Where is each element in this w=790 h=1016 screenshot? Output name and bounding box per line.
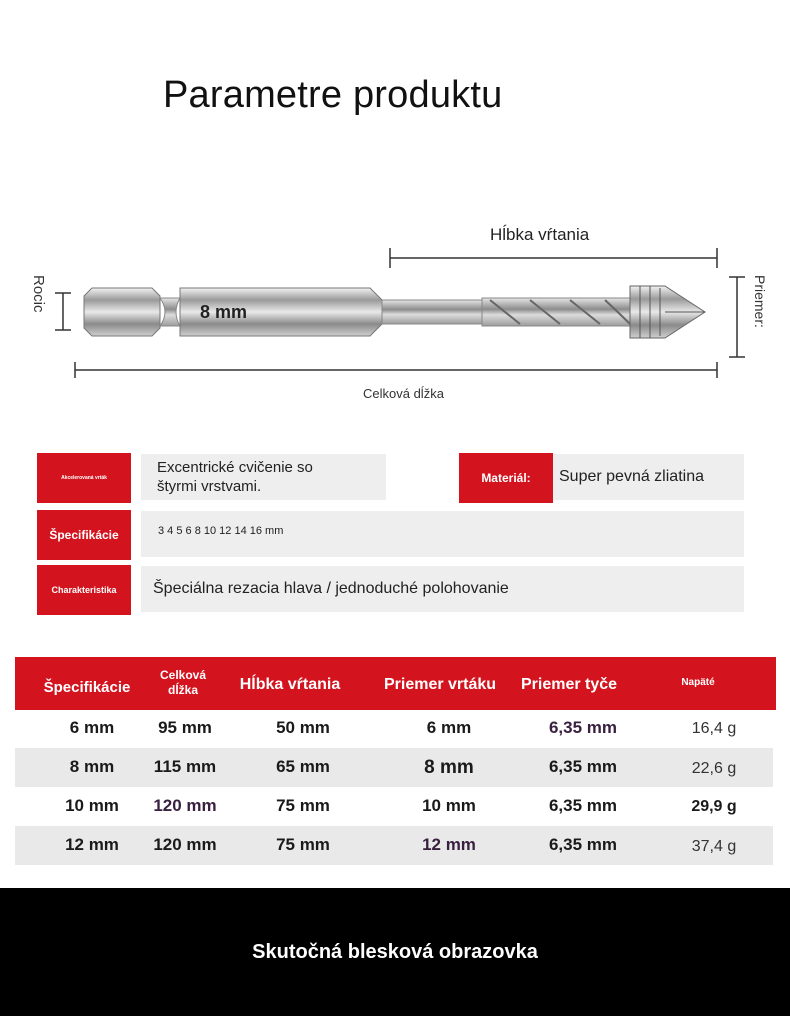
cell-rod-diameter: 6,35 mm xyxy=(548,718,618,737)
header-rod-diameter: Priemer tyče xyxy=(520,676,618,693)
cell-depth: 75 mm xyxy=(276,796,330,815)
cell-weight: 22,6 g xyxy=(691,760,737,777)
material-value xyxy=(553,454,744,500)
cell-total-length: 120 mm xyxy=(153,796,217,815)
drill-type-label: Akcelerovaná vrták xyxy=(37,453,131,503)
drill-diagram xyxy=(0,200,790,420)
cell-rod-diameter: 6,35 mm xyxy=(548,796,618,815)
cell-total-length: 115 mm xyxy=(153,757,217,776)
cell-drill-diameter: 12 mm xyxy=(422,835,476,854)
cell-spec: 6 mm xyxy=(69,718,115,737)
specs-table-header xyxy=(15,657,776,710)
table-row xyxy=(15,787,773,826)
cell-weight: 37,4 g xyxy=(691,838,737,855)
footer-text: Skutočná blesková obrazovka xyxy=(252,940,538,963)
depth-dimension-line xyxy=(390,248,717,268)
depth-label: Hĺbka vŕtania xyxy=(490,225,590,244)
spec-label: Špecifikácie xyxy=(37,510,131,560)
cell-drill-diameter: 8 mm xyxy=(424,757,474,778)
cell-total-length: 95 mm xyxy=(158,718,212,737)
characteristics-text: Špeciálna rezacia hlava / jednoduché polohovanie xyxy=(153,580,509,597)
shank-dimension-line xyxy=(55,293,71,330)
diameter-label: Priemer: xyxy=(752,275,768,328)
table-row xyxy=(15,709,773,748)
header-spec: Špecifikácie xyxy=(43,679,131,696)
cell-weight: 16,4 g xyxy=(691,720,737,737)
cell-rod-diameter: 6,35 mm xyxy=(548,757,618,776)
material-label: Materiál: xyxy=(459,453,553,503)
drill-type-text: Excentrické cvičenie so štyrmi vrstvami. xyxy=(157,458,313,495)
table-row xyxy=(15,826,773,865)
header-weight: Napäté xyxy=(681,677,715,688)
cell-depth: 75 mm xyxy=(276,835,330,854)
cell-rod-diameter: 6,35 mm xyxy=(548,835,618,854)
footer-banner xyxy=(0,888,790,1016)
shank-label: Rocic xyxy=(30,275,47,313)
drill-type-value xyxy=(141,454,386,500)
header-total-length: Celková dĺžka xyxy=(159,668,207,697)
page-title: Parametre produktu xyxy=(163,74,503,116)
total-length-label: Celková dĺžka xyxy=(363,386,444,401)
cell-spec: 12 mm xyxy=(65,835,119,854)
cell-depth: 65 mm xyxy=(276,757,330,776)
total-length-dimension-line xyxy=(75,362,717,378)
diameter-dimension-line xyxy=(729,277,745,357)
cell-drill-diameter: 6 mm xyxy=(426,718,472,737)
table-row xyxy=(15,748,773,787)
cell-spec: 8 mm xyxy=(69,757,115,776)
cell-depth: 50 mm xyxy=(276,718,330,737)
spec-value xyxy=(141,511,744,557)
characteristics-label: Charakteristika xyxy=(37,565,131,615)
cell-spec: 10 mm xyxy=(65,796,119,815)
cell-drill-diameter: 10 mm xyxy=(422,796,476,815)
header-drill-diameter: Priemer vrtáku xyxy=(383,676,497,693)
spec-text: 3 4 5 6 8 10 12 14 16 mm xyxy=(158,525,284,537)
material-text: Super pevná zliatina xyxy=(559,468,704,485)
cell-total-length: 120 mm xyxy=(153,835,217,854)
characteristics-value xyxy=(141,566,744,612)
shank-size-label: 8 mm xyxy=(200,302,248,322)
header-depth: Hĺbka vŕtania xyxy=(239,676,341,693)
cell-weight: 29,9 g xyxy=(691,798,737,815)
